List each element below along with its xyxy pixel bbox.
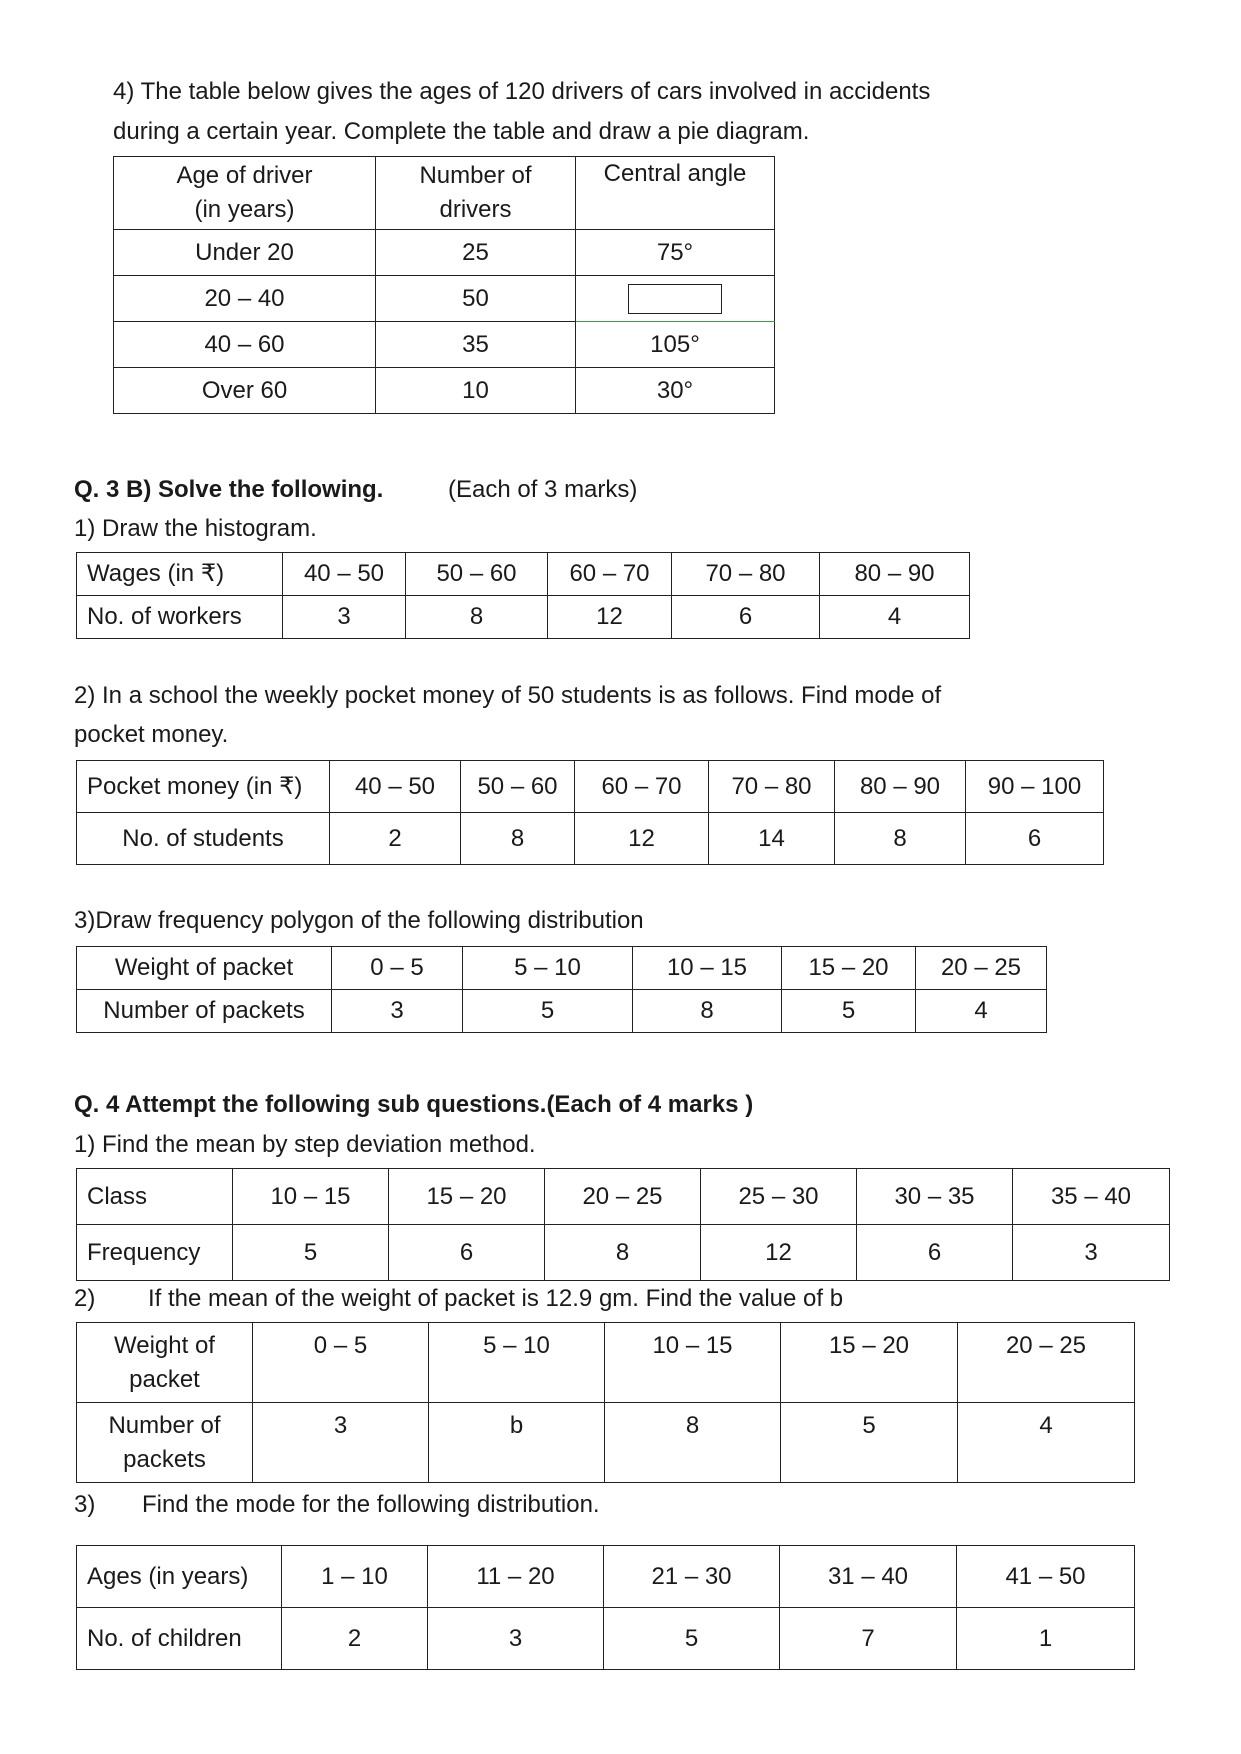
table-cell: 5	[463, 990, 633, 1033]
q3b-heading: Q. 3 B) Solve the following.	[74, 476, 384, 503]
table-row	[77, 553, 970, 596]
table-cell: 31 – 40	[780, 1546, 957, 1608]
table-cell: 25 – 30	[701, 1169, 857, 1225]
row-label: Number of packets	[77, 1403, 253, 1483]
table-cell: 4	[916, 990, 1047, 1033]
age-cell: Over 60	[114, 368, 376, 414]
table-cell: 1	[957, 1608, 1135, 1670]
table-cell: 12	[701, 1225, 857, 1281]
table-cell: 6	[857, 1225, 1013, 1281]
table-cell: 20 – 25	[545, 1169, 701, 1225]
drivers-cell: 25	[376, 230, 576, 276]
pocket-money-table	[76, 760, 1104, 865]
table-cell: 30 – 35	[857, 1169, 1013, 1225]
table-cell: 41 – 50	[957, 1546, 1135, 1608]
table-cell: 1 – 10	[282, 1546, 428, 1608]
table-cell: 10 – 15	[605, 1323, 781, 1403]
table-cell: 5	[233, 1225, 389, 1281]
q3b-p2-line1: 2) In a school the weekly pocket money of 50 students is as follows. Find mode of	[74, 682, 942, 709]
table-row	[77, 761, 1104, 813]
table-cell: 8	[605, 1403, 781, 1483]
row-label: No. of children	[77, 1608, 282, 1670]
table-row	[77, 1403, 1135, 1483]
class-frequency-table	[76, 1168, 1170, 1281]
q4-p2-num: 2)	[74, 1285, 96, 1312]
question-4-text-line1: 4) The table below gives the ages of 120 drivers of cars involved in accidents	[113, 78, 931, 105]
table-cell: 15 – 20	[781, 1323, 958, 1403]
table-cell: 80 – 90	[820, 553, 970, 596]
table-cell: 20 – 25	[916, 947, 1047, 990]
table-cell: 70 – 80	[672, 553, 820, 596]
table-row	[114, 368, 775, 414]
q4-p3-text: Find the mode for the following distribution.	[142, 1491, 600, 1518]
q4-p3-num: 3)	[74, 1491, 96, 1518]
table-cell: 12	[548, 596, 672, 639]
row-label: Class	[77, 1169, 233, 1225]
table-cell: 50 – 60	[461, 761, 575, 813]
table-cell: 8	[406, 596, 548, 639]
table-row	[77, 1546, 1135, 1608]
table-cell: 15 – 20	[389, 1169, 545, 1225]
table-cell: 10 – 15	[633, 947, 782, 990]
table-cell: 0 – 5	[332, 947, 463, 990]
age-cell: 20 – 40	[114, 276, 376, 322]
table-cell: 3	[283, 596, 406, 639]
table-cell: 40 – 50	[330, 761, 461, 813]
header-age: Age of driver (in years)	[114, 157, 376, 230]
table-cell: 50 – 60	[406, 553, 548, 596]
table-cell: 4	[820, 596, 970, 639]
table-cell: 90 – 100	[966, 761, 1104, 813]
table-row	[77, 1169, 1170, 1225]
table-cell: 21 – 30	[604, 1546, 780, 1608]
angle-answer-cell[interactable]	[576, 276, 775, 322]
header-drivers: Number of drivers	[376, 157, 576, 230]
table-cell: 40 – 50	[283, 553, 406, 596]
drivers-age-table	[113, 156, 775, 414]
table-row	[114, 322, 775, 368]
table-cell: 6	[672, 596, 820, 639]
table-row	[77, 596, 970, 639]
table-cell: 60 – 70	[548, 553, 672, 596]
table-row	[114, 230, 775, 276]
row-label: Ages (in years)	[77, 1546, 282, 1608]
angle-cell: 30°	[576, 368, 775, 414]
q3b-p3-text: 3)Draw frequency polygon of the following distribution	[74, 907, 644, 934]
table-cell: 8	[461, 813, 575, 865]
table-cell: 20 – 25	[958, 1323, 1135, 1403]
children-ages-table	[76, 1545, 1135, 1670]
table-cell: 8	[835, 813, 966, 865]
row-label: Weight of packet	[77, 947, 332, 990]
q3b-p2-line2: pocket money.	[74, 721, 229, 748]
row-label: Frequency	[77, 1225, 233, 1281]
row-label: Pocket money (in ₹)	[77, 761, 330, 813]
table-row	[77, 1608, 1135, 1670]
table-cell: 3	[332, 990, 463, 1033]
angle-cell: 105°	[576, 322, 775, 368]
table-cell: 6	[389, 1225, 545, 1281]
table-cell: 5	[604, 1608, 780, 1670]
table-cell: 3	[1013, 1225, 1170, 1281]
table-cell: 5	[781, 1403, 958, 1483]
packet-weight-table	[76, 946, 1047, 1033]
table-cell: 3	[428, 1608, 604, 1670]
table-row	[77, 947, 1047, 990]
table-cell: 5	[782, 990, 916, 1033]
table-cell: 10 – 15	[233, 1169, 389, 1225]
drivers-cell: 10	[376, 368, 576, 414]
table-cell: 5 – 10	[463, 947, 633, 990]
table-cell: 3	[253, 1403, 429, 1483]
q4-p2-text: If the mean of the weight of packet is 12.9 gm. Find the value of b	[148, 1285, 844, 1312]
age-cell: 40 – 60	[114, 322, 376, 368]
age-cell: Under 20	[114, 230, 376, 276]
table-row	[77, 1225, 1170, 1281]
row-label: No. of students	[77, 813, 330, 865]
table-row	[114, 276, 775, 322]
table-cell: 12	[575, 813, 709, 865]
table-cell: 35 – 40	[1013, 1169, 1170, 1225]
table-cell: 6	[966, 813, 1104, 865]
table-cell: 11 – 20	[428, 1546, 604, 1608]
table-cell: 60 – 70	[575, 761, 709, 813]
table-cell: 80 – 90	[835, 761, 966, 813]
table-cell: 0 – 5	[253, 1323, 429, 1403]
table-cell: 5 – 10	[429, 1323, 605, 1403]
question-4-text-line2: during a certain year. Complete the table and draw a pie diagram.	[113, 118, 810, 145]
angle-cell: 75°	[576, 230, 775, 276]
table-header-row	[114, 157, 775, 230]
table-row	[77, 990, 1047, 1033]
drivers-cell: 35	[376, 322, 576, 368]
row-label: Weight of packet	[77, 1323, 253, 1403]
table-cell: 8	[545, 1225, 701, 1281]
table-cell: 70 – 80	[709, 761, 835, 813]
drivers-cell: 50	[376, 276, 576, 322]
wages-table	[76, 552, 970, 639]
table-cell: 4	[958, 1403, 1135, 1483]
header-angle: Central angle	[576, 157, 775, 230]
q3b-p1-text: 1) Draw the histogram.	[74, 515, 317, 542]
row-label: Number of packets	[77, 990, 332, 1033]
q3b-marks: (Each of 3 marks)	[448, 476, 638, 503]
table-cell: 7	[780, 1608, 957, 1670]
table-cell: b	[429, 1403, 605, 1483]
packet-mean-table	[76, 1322, 1135, 1483]
q4-heading: Q. 4 Attempt the following sub questions.(Each of 4 marks )	[74, 1091, 754, 1118]
table-cell: 15 – 20	[782, 947, 916, 990]
row-label: Wages (in ₹)	[77, 553, 283, 596]
table-cell: 2	[330, 813, 461, 865]
table-row	[77, 1323, 1135, 1403]
table-cell: 14	[709, 813, 835, 865]
row-label: No. of workers	[77, 596, 283, 639]
table-row	[77, 813, 1104, 865]
table-cell: 2	[282, 1608, 428, 1670]
table-cell: 8	[633, 990, 782, 1033]
q4-p1-text: 1) Find the mean by step deviation method.	[74, 1131, 536, 1158]
answer-box[interactable]	[628, 284, 722, 314]
